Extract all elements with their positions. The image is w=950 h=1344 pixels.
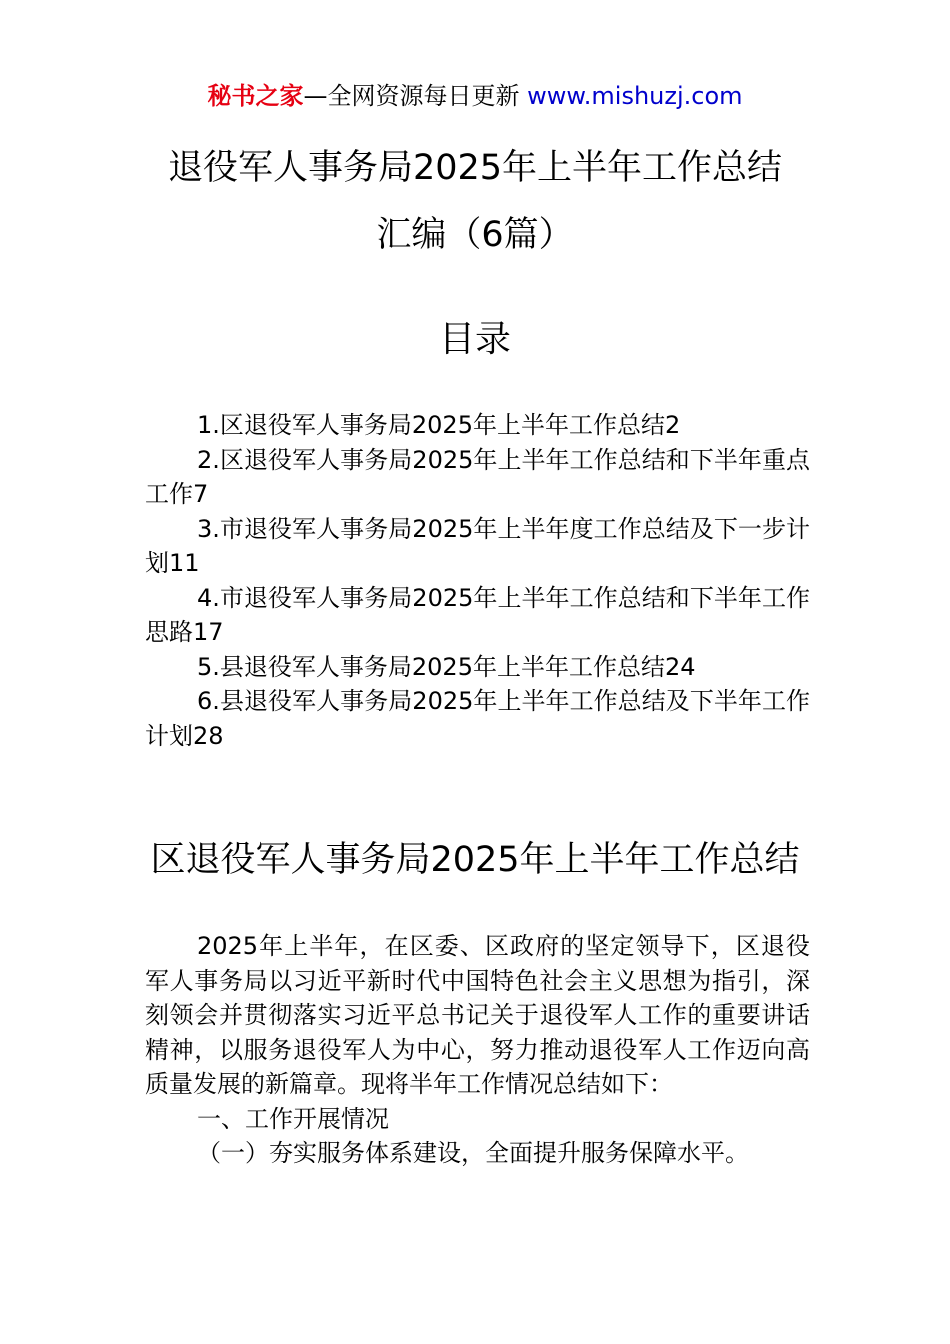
- toc-heading: 目录: [438, 319, 511, 360]
- toc-item-4[interactable]: 4.市退役军人事务局2025年上半年工作总结和下半年工作思路17: [145, 583, 810, 646]
- body-paragraph-intro: 2025年上半年，在区委、区政府的坚定领导下，区退役军人事务局以习近平新时代中国特色社会主义思想为指引，深刻领会并贯彻落实习近平总书记关于退役军人工作的重要讲话精神，以服务退役军人为中心，努力推动退役军人工作迈向高质量发展的新篇章。现将半年工作情况总结如下：: [145, 932, 810, 1098]
- site-header: [0, 80, 950, 112]
- body-subheading-service-system: （一）夯实服务体系建设，全面提升服务保障水平。: [197, 1139, 749, 1167]
- document-title-line-2: 汇编（6篇）: [376, 215, 574, 255]
- toc-item-1[interactable]: 1.区退役军人事务局2025年上半年工作总结2: [197, 411, 681, 439]
- section-title: 区退役军人事务局2025年上半年工作总结: [150, 840, 800, 880]
- document-title-line-1: 退役军人事务局2025年上半年工作总结: [167, 148, 783, 188]
- brand-name: 秘书之家: [207, 82, 304, 110]
- section-body: [145, 929, 810, 1171]
- toc-item-3[interactable]: 3.市退役军人事务局2025年上半年度工作总结及下一步计划11: [145, 514, 810, 577]
- table-of-contents: [145, 408, 810, 753]
- header-tagline: —全网资源每日更新: [303, 82, 528, 110]
- toc-item-6[interactable]: 6.县退役军人事务局2025年上半年工作总结及下半年工作计划28: [145, 687, 810, 750]
- toc-item-2[interactable]: 2.区退役军人事务局2025年上半年工作总结和下半年重点工作7: [145, 445, 810, 508]
- body-heading-work-status: 一、工作开展情况: [197, 1104, 389, 1133]
- toc-item-5[interactable]: 5.县退役军人事务局2025年上半年工作总结24: [197, 652, 696, 681]
- site-url-link[interactable]: www.mishuzj.com: [527, 82, 743, 110]
